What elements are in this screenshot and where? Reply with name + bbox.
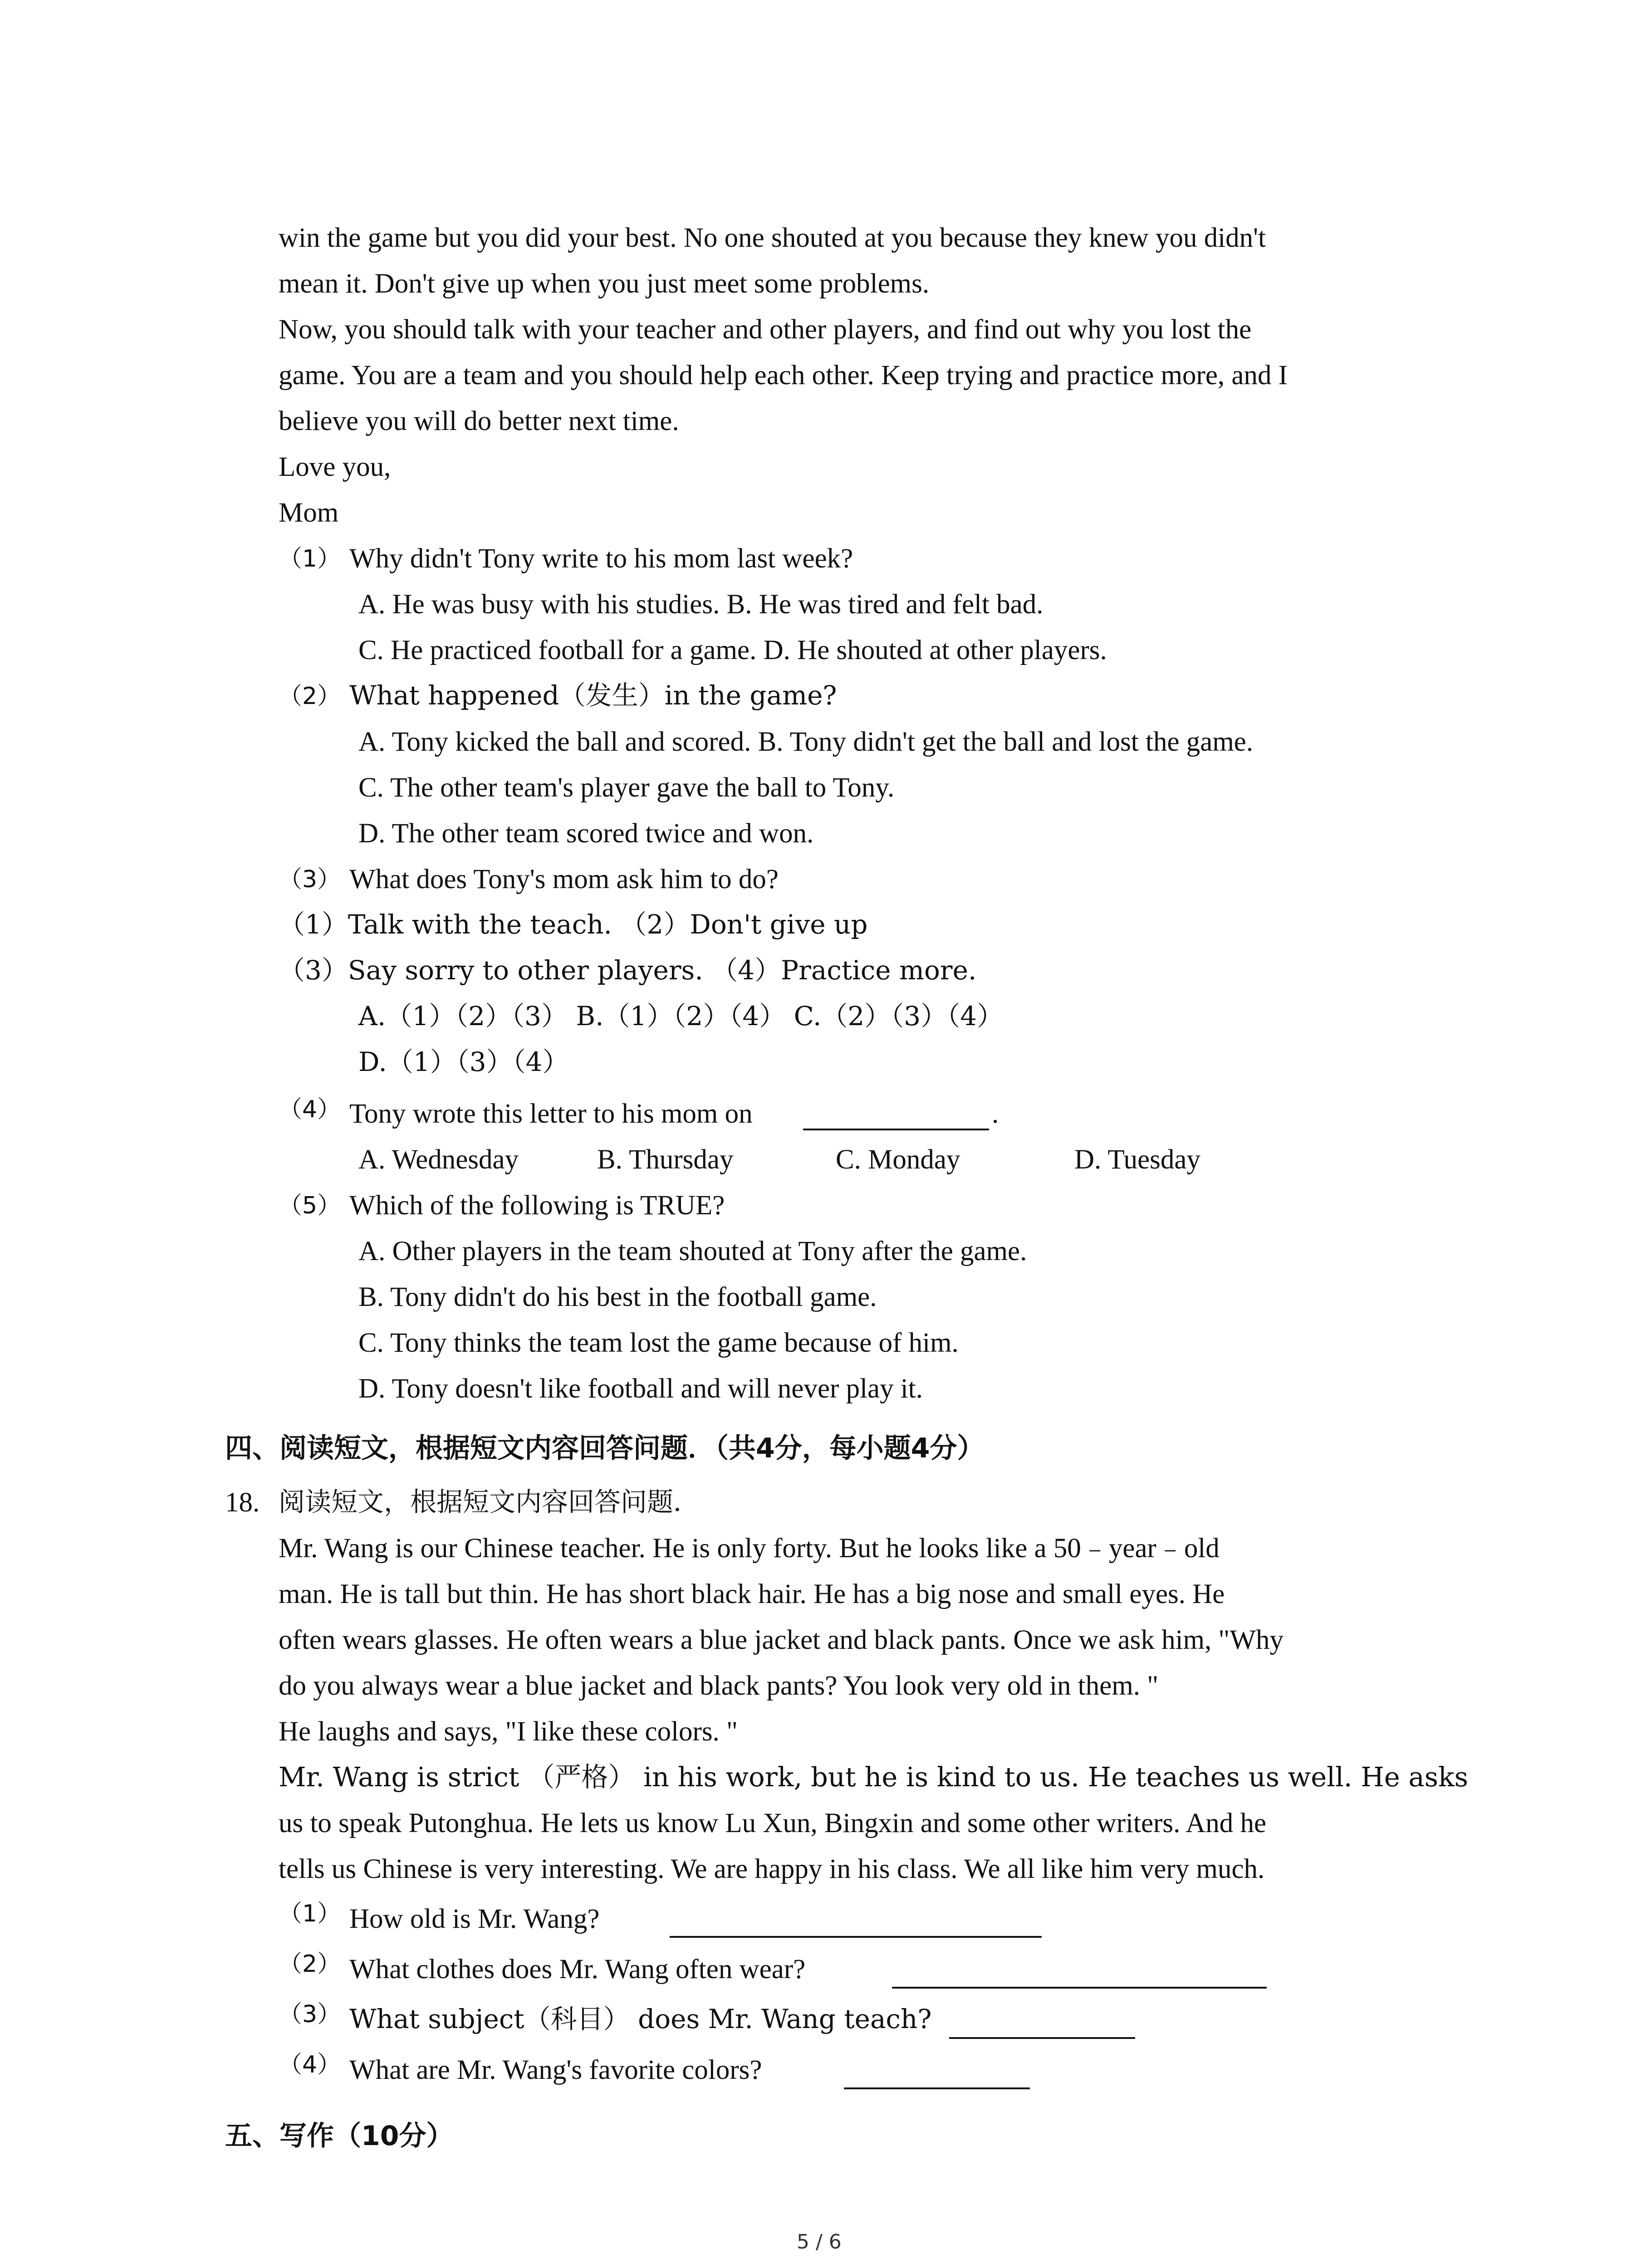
section-heading: 四、阅读短文，根据短文内容回答问题．（共4分，每小题4分） xyxy=(225,1432,985,1464)
passage-line: believe you will do better next time. xyxy=(279,406,679,436)
question-text: What subject（科目） does Mr. Wang teach? xyxy=(349,2004,932,2034)
question-number: （3） xyxy=(279,866,341,893)
option-line: B. Tony didn't do his best in the football game. xyxy=(358,1282,877,1312)
question-number: （3） xyxy=(279,2001,341,2028)
option-line: A. Tony kicked the ball and scored. B. Tony didn't get the ball and lost the game. xyxy=(358,727,1254,757)
passage-line: Now, you should talk with your teacher and other players, and find out why you lost the xyxy=(279,314,1252,345)
answer-blank[interactable] xyxy=(844,2087,1030,2089)
question-number: 18. xyxy=(225,1487,260,1518)
passage-line: win the game but you did your best. No one shouted at you because they knew you didn't xyxy=(279,223,1266,253)
answer-blank[interactable] xyxy=(803,1129,989,1130)
question-number: （1） xyxy=(279,545,341,572)
question-number: （4） xyxy=(279,1096,341,1123)
answer-blank[interactable] xyxy=(670,1936,1042,1938)
question-instruction: 阅读短文，根据短文内容回答问题． xyxy=(279,1486,700,1517)
question-text: Which of the following is TRUE? xyxy=(349,1190,725,1221)
question-text: What clothes does Mr. Wang often wear? xyxy=(349,1954,806,1984)
question-text: What happened（发生）in the game? xyxy=(349,680,837,711)
sub-item-line: （3）Say sorry to other players. （4）Practice more. xyxy=(279,955,977,986)
question-number: （2） xyxy=(279,683,341,710)
passage-line: Mr. Wang is strict （严格） in his work, but he is kind to us. He teaches us well. He asks xyxy=(279,1761,1469,1793)
passage-line: man. He is tall but thin. He has short black hair. He has a big nose and small eyes. He xyxy=(279,1579,1225,1609)
option-line: C. He practiced football for a game. D. He shouted at other players. xyxy=(358,635,1107,665)
question-text: Tony wrote this letter to his mom on xyxy=(349,1099,753,1129)
question-number: （5） xyxy=(279,1192,341,1219)
question-text: Why didn't Tony write to his mom last week? xyxy=(349,543,853,574)
question-text: What does Tony's mom ask him to do? xyxy=(349,864,779,894)
option-c: C. Monday xyxy=(836,1144,960,1175)
option-line: D. The other team scored twice and won. xyxy=(358,818,814,849)
option-b: B. Thursday xyxy=(597,1144,734,1175)
letter-signature: Mom xyxy=(279,498,339,528)
answer-blank[interactable] xyxy=(892,1987,1267,1989)
option-line: C. The other team's player gave the ball to Tony. xyxy=(358,772,895,803)
passage-line: He laughs and says, "I like these colors. " xyxy=(279,1716,738,1747)
passage-line: Mr. Wang is our Chinese teacher. He is only forty. But he looks like a 50﹣year﹣old xyxy=(279,1533,1220,1564)
option-a: A. Wednesday xyxy=(358,1144,519,1175)
passage-line: us to speak Putonghua. He lets us know Lu Xun, Bingxin and some other writers. And he xyxy=(279,1808,1267,1838)
section-heading: 五、写作（10分） xyxy=(225,2120,454,2152)
question-text: How old is Mr. Wang? xyxy=(349,1904,600,1934)
question-number: （1） xyxy=(279,1900,341,1927)
option-d: D. Tuesday xyxy=(1074,1144,1200,1175)
option-line: C. Tony thinks the team lost the game because of him. xyxy=(358,1328,959,1358)
passage-line: often wears glasses. He often wears a blue jacket and black pants. Once we ask him, "Why xyxy=(279,1625,1284,1655)
passage-line: do you always wear a blue jacket and black pants? You look very old in them. " xyxy=(279,1671,1159,1701)
sub-item-line: （1）Talk with the teach. （2）Don't give up xyxy=(279,909,868,940)
question-number: （2） xyxy=(279,1950,341,1978)
passage-line: game. You are a team and you should help each other. Keep trying and practice more, and I xyxy=(279,360,1288,391)
option-line: A.（1）（2）（3） B.（1）（2）（4） C.（2）（3）（4） xyxy=(358,1001,1004,1031)
passage-line: mean it. Don't give up when you just meet some problems. xyxy=(279,269,930,299)
question-number: （4） xyxy=(279,2051,341,2078)
letter-closing: Love you, xyxy=(279,452,391,482)
option-line: A. He was busy with his studies. B. He was tired and felt bad. xyxy=(358,589,1043,620)
page-number: 5 / 6 xyxy=(797,2230,842,2253)
option-line: A. Other players in the team shouted at Tony after the game. xyxy=(358,1236,1027,1266)
question-end: . xyxy=(992,1099,999,1129)
option-line: D.（1）（3）（4） xyxy=(358,1046,569,1077)
option-line: D. Tony doesn't like football and will never play it. xyxy=(358,1374,923,1404)
passage-line: tells us Chinese is very interesting. We are happy in his class. We all like him very much. xyxy=(279,1854,1265,1884)
question-text: What are Mr. Wang's favorite colors? xyxy=(349,2055,762,2085)
answer-blank[interactable] xyxy=(949,2037,1135,2039)
